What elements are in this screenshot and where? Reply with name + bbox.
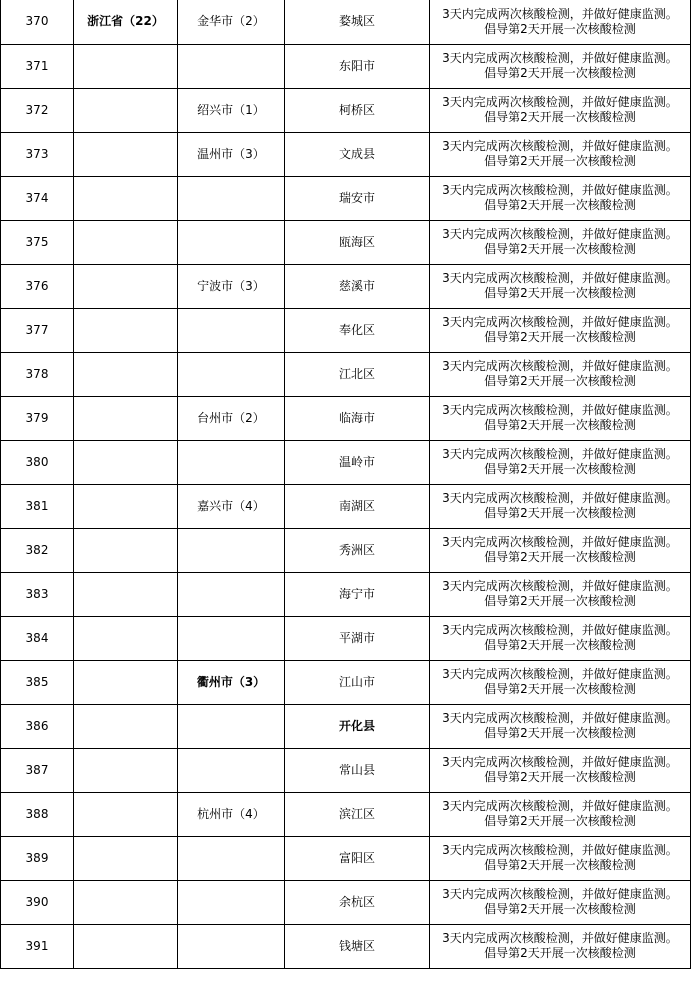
district-cell: 瓯海区 — [285, 220, 430, 264]
requirement-cell — [430, 660, 691, 704]
row-number: 381 — [1, 484, 74, 528]
requirement-line: 3天内完成两次核酸检测，并做好健康监测。 — [442, 667, 678, 681]
requirement-line: 倡导第2天开展一次核酸检测 — [484, 418, 636, 432]
province-cell — [74, 924, 178, 968]
requirement-line: 3天内完成两次核酸检测，并做好健康监测。 — [442, 755, 678, 769]
row-number: 387 — [1, 748, 74, 792]
province-cell — [74, 660, 178, 704]
requirement-cell — [430, 836, 691, 880]
table-row — [1, 484, 691, 528]
district-cell: 常山县 — [285, 748, 430, 792]
requirement-line: 倡导第2天开展一次核酸检测 — [484, 726, 636, 740]
row-number: 373 — [1, 132, 74, 176]
requirement-line: 3天内完成两次核酸检测，并做好健康监测。 — [442, 491, 678, 505]
requirement-line: 倡导第2天开展一次核酸检测 — [484, 66, 636, 80]
city-cell: 金华市（2） — [178, 0, 285, 44]
table-body — [1, 0, 691, 968]
requirement-cell — [430, 264, 691, 308]
requirement-line: 倡导第2天开展一次核酸检测 — [484, 462, 636, 476]
requirement-line: 倡导第2天开展一次核酸检测 — [484, 594, 636, 608]
requirement-line: 倡导第2天开展一次核酸检测 — [484, 330, 636, 344]
table-row — [1, 836, 691, 880]
province-cell — [74, 880, 178, 924]
row-number: 385 — [1, 660, 74, 704]
table-row — [1, 528, 691, 572]
requirement-line: 3天内完成两次核酸检测，并做好健康监测。 — [442, 139, 678, 153]
province-cell — [74, 132, 178, 176]
row-number: 390 — [1, 880, 74, 924]
table-row — [1, 924, 691, 968]
requirement-line: 倡导第2天开展一次核酸检测 — [484, 110, 636, 124]
row-number: 388 — [1, 792, 74, 836]
requirement-line: 3天内完成两次核酸检测，并做好健康监测。 — [442, 403, 678, 417]
district-cell: 奉化区 — [285, 308, 430, 352]
table-row — [1, 572, 691, 616]
requirement-cell — [430, 352, 691, 396]
requirement-line: 倡导第2天开展一次核酸检测 — [484, 198, 636, 212]
requirement-line: 3天内完成两次核酸检测，并做好健康监测。 — [442, 535, 678, 549]
row-number: 380 — [1, 440, 74, 484]
city-cell — [178, 704, 285, 748]
requirement-cell — [430, 176, 691, 220]
city-cell — [178, 308, 285, 352]
province-cell — [74, 792, 178, 836]
requirement-cell — [430, 440, 691, 484]
requirement-cell — [430, 44, 691, 88]
city-cell: 宁波市（3） — [178, 264, 285, 308]
requirement-cell — [430, 220, 691, 264]
row-number: 383 — [1, 572, 74, 616]
table-row — [1, 176, 691, 220]
province-cell — [74, 264, 178, 308]
city-cell — [178, 616, 285, 660]
row-number: 378 — [1, 352, 74, 396]
table-row — [1, 880, 691, 924]
requirement-cell — [430, 792, 691, 836]
requirement-line: 倡导第2天开展一次核酸检测 — [484, 902, 636, 916]
district-cell: 富阳区 — [285, 836, 430, 880]
requirement-line: 倡导第2天开展一次核酸检测 — [484, 242, 636, 256]
requirement-line: 倡导第2天开展一次核酸检测 — [484, 550, 636, 564]
city-cell — [178, 748, 285, 792]
requirement-line: 倡导第2天开展一次核酸检测 — [484, 638, 636, 652]
province-cell — [74, 220, 178, 264]
requirement-line: 倡导第2天开展一次核酸检测 — [484, 814, 636, 828]
requirement-cell — [430, 132, 691, 176]
row-number: 389 — [1, 836, 74, 880]
table-row — [1, 308, 691, 352]
city-cell: 绍兴市（1） — [178, 88, 285, 132]
district-cell: 滨江区 — [285, 792, 430, 836]
province-cell — [74, 748, 178, 792]
table-row — [1, 220, 691, 264]
row-number: 379 — [1, 396, 74, 440]
requirement-cell — [430, 396, 691, 440]
city-cell — [178, 880, 285, 924]
province-cell — [74, 176, 178, 220]
city-cell — [178, 44, 285, 88]
requirement-cell — [430, 0, 691, 44]
requirement-cell — [430, 748, 691, 792]
requirement-line: 倡导第2天开展一次核酸检测 — [484, 374, 636, 388]
row-number: 371 — [1, 44, 74, 88]
requirement-line: 3天内完成两次核酸检测，并做好健康监测。 — [442, 6, 678, 21]
city-cell — [178, 176, 285, 220]
district-cell: 文成县 — [285, 132, 430, 176]
requirement-line: 3天内完成两次核酸检测，并做好健康监测。 — [442, 623, 678, 637]
district-cell: 平湖市 — [285, 616, 430, 660]
province-cell — [74, 396, 178, 440]
table-row — [1, 748, 691, 792]
requirement-cell — [430, 880, 691, 924]
city-cell — [178, 220, 285, 264]
table-row — [1, 704, 691, 748]
province-cell — [74, 308, 178, 352]
requirement-line: 3天内完成两次核酸检测，并做好健康监测。 — [442, 95, 678, 109]
requirement-cell — [430, 616, 691, 660]
row-number: 382 — [1, 528, 74, 572]
requirement-line: 倡导第2天开展一次核酸检测 — [484, 21, 636, 36]
province-cell — [74, 44, 178, 88]
city-cell: 台州市（2） — [178, 396, 285, 440]
requirement-line: 3天内完成两次核酸检测，并做好健康监测。 — [442, 227, 678, 241]
district-cell: 钱塘区 — [285, 924, 430, 968]
province-cell — [74, 528, 178, 572]
requirement-line: 倡导第2天开展一次核酸检测 — [484, 682, 636, 696]
city-cell: 杭州市（4） — [178, 792, 285, 836]
requirement-line: 倡导第2天开展一次核酸检测 — [484, 286, 636, 300]
row-number: 376 — [1, 264, 74, 308]
requirement-line: 倡导第2天开展一次核酸检测 — [484, 770, 636, 784]
requirement-cell — [430, 308, 691, 352]
table-row — [1, 0, 691, 44]
province-cell — [74, 836, 178, 880]
district-cell: 瑞安市 — [285, 176, 430, 220]
table-row — [1, 264, 691, 308]
requirement-cell — [430, 528, 691, 572]
requirement-line: 倡导第2天开展一次核酸检测 — [484, 506, 636, 520]
district-cell: 江北区 — [285, 352, 430, 396]
table-row — [1, 440, 691, 484]
requirement-line: 3天内完成两次核酸检测，并做好健康监测。 — [442, 51, 678, 65]
row-number: 384 — [1, 616, 74, 660]
requirement-line: 3天内完成两次核酸检测，并做好健康监测。 — [442, 843, 678, 857]
city-cell — [178, 440, 285, 484]
district-cell: 临海市 — [285, 396, 430, 440]
requirement-line: 3天内完成两次核酸检测，并做好健康监测。 — [442, 799, 678, 813]
city-cell — [178, 836, 285, 880]
requirement-line: 倡导第2天开展一次核酸检测 — [484, 946, 636, 960]
district-cell: 海宁市 — [285, 572, 430, 616]
table-row — [1, 616, 691, 660]
province-cell — [74, 484, 178, 528]
city-cell: 衢州市（3） — [178, 660, 285, 704]
city-cell — [178, 528, 285, 572]
requirement-line: 3天内完成两次核酸检测，并做好健康监测。 — [442, 315, 678, 329]
table-row — [1, 396, 691, 440]
table-row — [1, 44, 691, 88]
requirement-line: 3天内完成两次核酸检测，并做好健康监测。 — [442, 931, 678, 945]
city-cell — [178, 352, 285, 396]
row-number: 386 — [1, 704, 74, 748]
table-row — [1, 132, 691, 176]
province-cell: 浙江省（22） — [74, 0, 178, 44]
city-cell: 温州市（3） — [178, 132, 285, 176]
table-row — [1, 88, 691, 132]
district-cell: 余杭区 — [285, 880, 430, 924]
district-cell: 开化县 — [285, 704, 430, 748]
district-cell: 温岭市 — [285, 440, 430, 484]
requirement-line: 3天内完成两次核酸检测，并做好健康监测。 — [442, 359, 678, 373]
row-number: 374 — [1, 176, 74, 220]
district-cell: 婺城区 — [285, 0, 430, 44]
requirement-line: 3天内完成两次核酸检测，并做好健康监测。 — [442, 271, 678, 285]
district-cell: 东阳市 — [285, 44, 430, 88]
table-row — [1, 792, 691, 836]
district-cell: 柯桥区 — [285, 88, 430, 132]
table-row — [1, 352, 691, 396]
province-cell — [74, 440, 178, 484]
city-cell — [178, 572, 285, 616]
province-cell — [74, 88, 178, 132]
requirement-line: 3天内完成两次核酸检测，并做好健康监测。 — [442, 579, 678, 593]
district-cell: 江山市 — [285, 660, 430, 704]
requirement-cell — [430, 484, 691, 528]
row-number: 377 — [1, 308, 74, 352]
district-cell: 南湖区 — [285, 484, 430, 528]
requirement-line: 倡导第2天开展一次核酸检测 — [484, 858, 636, 872]
row-number: 375 — [1, 220, 74, 264]
province-cell — [74, 352, 178, 396]
requirement-line: 3天内完成两次核酸检测，并做好健康监测。 — [442, 447, 678, 461]
requirement-cell — [430, 88, 691, 132]
requirement-line: 倡导第2天开展一次核酸检测 — [484, 154, 636, 168]
row-number: 372 — [1, 88, 74, 132]
district-cell: 慈溪市 — [285, 264, 430, 308]
requirement-cell — [430, 924, 691, 968]
requirement-cell — [430, 572, 691, 616]
province-cell — [74, 616, 178, 660]
table-row — [1, 660, 691, 704]
province-cell — [74, 704, 178, 748]
city-cell — [178, 924, 285, 968]
requirement-line: 3天内完成两次核酸检测，并做好健康监测。 — [442, 711, 678, 725]
requirement-line: 3天内完成两次核酸检测，并做好健康监测。 — [442, 183, 678, 197]
city-cell: 嘉兴市（4） — [178, 484, 285, 528]
requirement-line: 3天内完成两次核酸检测，并做好健康监测。 — [442, 887, 678, 901]
row-number: 391 — [1, 924, 74, 968]
province-cell — [74, 572, 178, 616]
district-cell: 秀洲区 — [285, 528, 430, 572]
row-number: 370 — [1, 0, 74, 44]
requirement-cell — [430, 704, 691, 748]
